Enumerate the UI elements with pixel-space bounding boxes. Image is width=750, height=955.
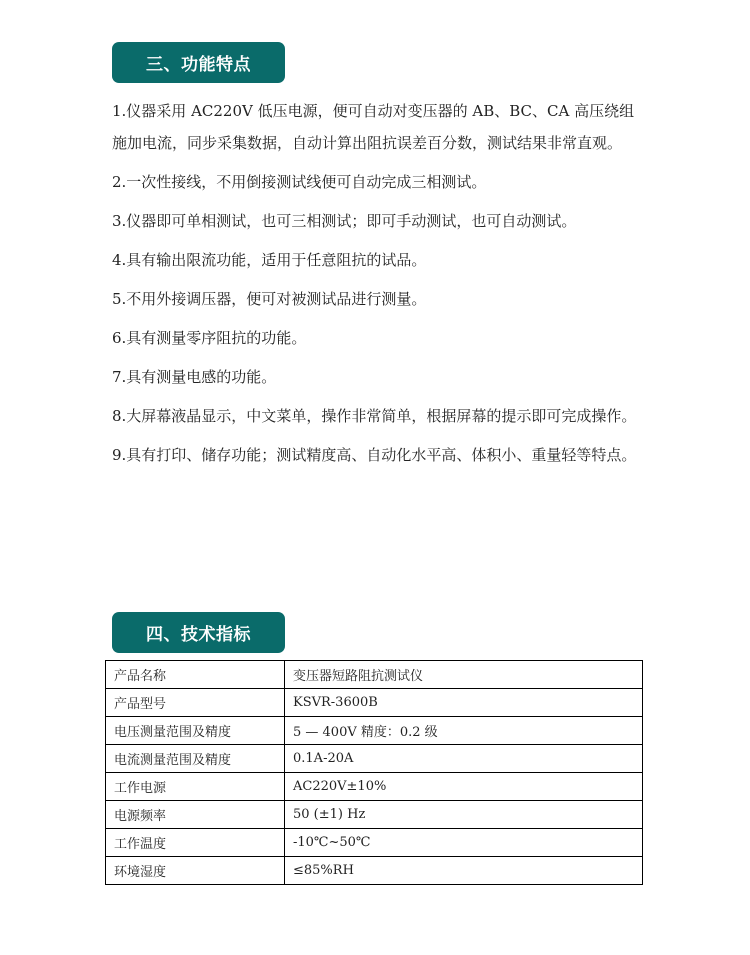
spec-value: KSVR-3600B bbox=[285, 689, 643, 717]
spec-table bbox=[105, 660, 643, 885]
section-header-specs: 四、技术指标 bbox=[112, 612, 285, 653]
spec-value: AC220V±10% bbox=[285, 773, 643, 801]
feature-item: 3.仪器即可单相测试，也可三相测试；即可手动测试，也可自动测试。 bbox=[112, 212, 577, 230]
table-row bbox=[106, 857, 643, 885]
feature-item: 4.具有输出限流功能，适用于任意阻抗的试品。 bbox=[112, 251, 427, 269]
spec-key: 电流测量范围及精度 bbox=[106, 745, 285, 773]
spec-value: 0.1A-20A bbox=[285, 745, 643, 773]
feature-item: 1.仪器采用 AC220V 低压电源，便可自动对变压器的 AB、BC、CA 高压绕组施加电流，同步采集数据，自动计算出阻抗误差百分数，测试结果非常直观。 bbox=[112, 102, 635, 152]
table-row bbox=[106, 717, 643, 745]
table-row bbox=[106, 745, 643, 773]
section-header-features: 三、功能特点 bbox=[112, 42, 285, 83]
spec-value: 50 (±1) Hz bbox=[285, 801, 643, 829]
feature-item: 5.不用外接调压器，便可对被测试品进行测量。 bbox=[112, 290, 427, 308]
feature-item: 8.大屏幕液晶显示，中文菜单，操作非常简单，根据屏幕的提示即可完成操作。 bbox=[112, 407, 637, 425]
spec-key: 电压测量范围及精度 bbox=[106, 717, 285, 745]
feature-list bbox=[112, 95, 642, 478]
spec-value: ≤85%RH bbox=[285, 857, 643, 885]
spec-key: 产品名称 bbox=[106, 661, 285, 689]
feature-item: 7.具有测量电感的功能。 bbox=[112, 368, 277, 386]
feature-item: 9.具有打印、储存功能；测试精度高、自动化水平高、体积小、重量轻等特点。 bbox=[112, 446, 637, 464]
spec-value: 变压器短路阻抗测试仪 bbox=[285, 661, 643, 689]
table-row bbox=[106, 773, 643, 801]
spec-key: 环境湿度 bbox=[106, 857, 285, 885]
feature-item: 2.一次性接线，不用倒接测试线便可自动完成三相测试。 bbox=[112, 173, 487, 191]
spec-key: 工作电源 bbox=[106, 773, 285, 801]
spec-key: 电源频率 bbox=[106, 801, 285, 829]
feature-item: 6.具有测量零序阻抗的功能。 bbox=[112, 329, 307, 347]
table-row bbox=[106, 661, 643, 689]
table-row bbox=[106, 801, 643, 829]
spec-key: 产品型号 bbox=[106, 689, 285, 717]
table-row bbox=[106, 689, 643, 717]
spec-value: -10℃~50℃ bbox=[285, 829, 643, 857]
spec-key: 工作温度 bbox=[106, 829, 285, 857]
table-row bbox=[106, 829, 643, 857]
spec-value: 5 — 400V 精度：0.2 级 bbox=[285, 717, 643, 745]
